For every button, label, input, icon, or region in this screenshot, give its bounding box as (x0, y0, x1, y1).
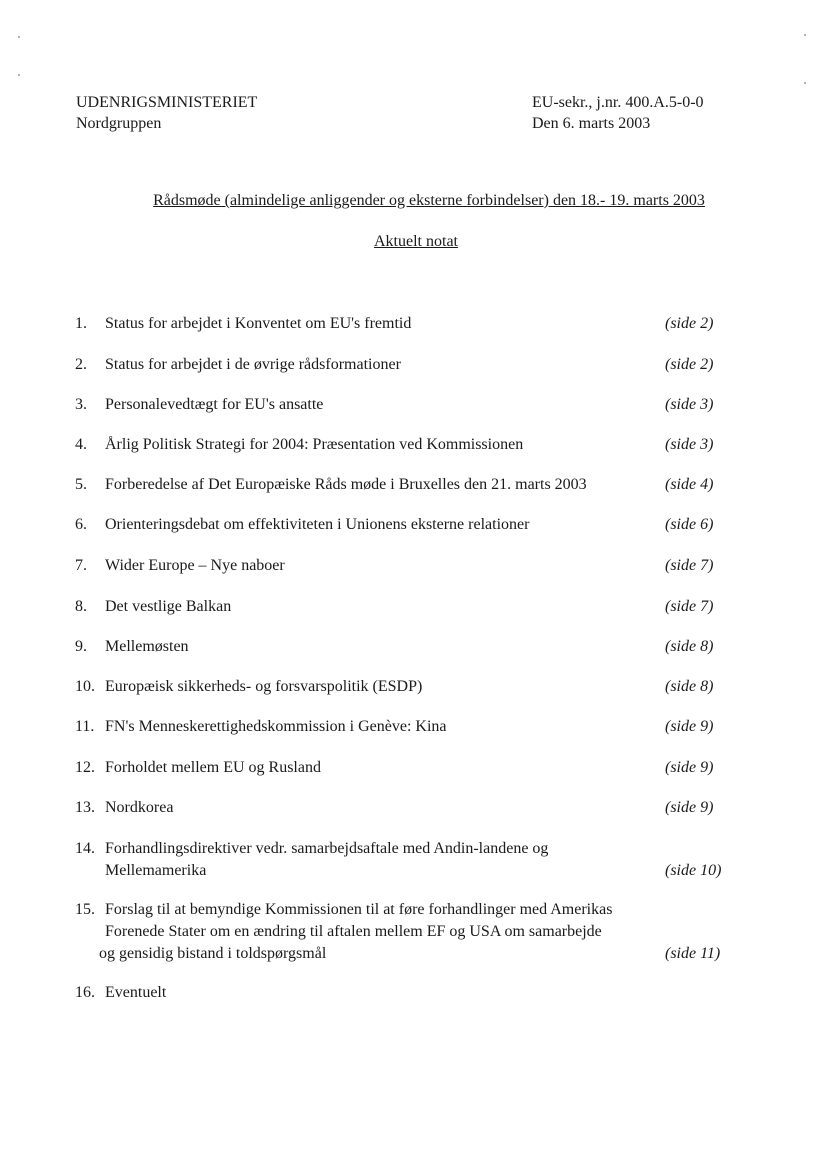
agenda-item-line: Eventuelt (105, 984, 167, 1001)
agenda-item-number: 3. (75, 396, 87, 413)
document-subtitle: Aktuelt notat (374, 233, 458, 250)
agenda-item-line: Mellemamerika (105, 862, 207, 879)
agenda-item-page-ref: (side 10) (665, 862, 722, 879)
agenda-item-number: 1. (75, 315, 87, 332)
agenda-item-text (105, 313, 665, 335)
agenda-item-line: Personalevedtægt for EU's ansatte (105, 396, 324, 413)
agenda-item-text (105, 797, 665, 819)
agenda-item-page-ref: (side 7) (665, 557, 714, 574)
agenda-item-line: Status for arbejdet i Konventet om EU's fremtid (105, 315, 412, 332)
agenda-item-number: 10. (75, 678, 95, 695)
agenda-item-number: 9. (75, 638, 87, 655)
agenda-item-number: 7. (75, 557, 87, 574)
agenda-item-line: Nordkorea (105, 799, 174, 816)
agenda-item-page-ref: (side 9) (665, 759, 714, 776)
agenda-item-text (105, 474, 665, 496)
agenda-item-number: 8. (75, 598, 87, 615)
ministry-header (76, 92, 257, 134)
department-name: Nordgruppen (76, 115, 162, 132)
agenda-item-line: Forslag til at bemyndige Kommissionen til at føre forhandlinger med Amerikas (105, 901, 613, 918)
agenda-item-number: 5. (75, 476, 87, 493)
agenda-item-text (105, 596, 665, 618)
agenda-item-line: Forholdet mellem EU og Rusland (105, 759, 321, 776)
agenda-item-text (105, 555, 665, 577)
agenda-item-text (105, 676, 665, 698)
agenda-item-line: og gensidig bistand i toldspørgsmål (99, 945, 327, 962)
agenda-item-text (105, 757, 665, 779)
agenda-item-number: 6. (75, 516, 87, 533)
agenda-item-text (105, 434, 665, 456)
agenda-item-page-ref: (side 2) (665, 356, 714, 373)
agenda-item-line: Mellemøsten (105, 638, 189, 655)
agenda-item-number: 15. (75, 901, 95, 918)
agenda-item-line: Wider Europe – Nye naboer (105, 557, 285, 574)
agenda-item-page-ref: (side 8) (665, 678, 714, 695)
agenda-item-page-ref: (side 8) (665, 638, 714, 655)
agenda-item-number: 12. (75, 759, 95, 776)
agenda-item-line: Forenede Stater om en ændring til aftalen mellem EF og USA om samarbejde (105, 923, 602, 940)
agenda-item-page-ref: (side 7) (665, 598, 714, 615)
agenda-item-text (105, 394, 665, 416)
agenda-item-page-ref: (side 9) (665, 718, 714, 735)
agenda-item-line: Årlig Politisk Strategi for 2004: Præsentation ved Kommissionen (105, 436, 524, 453)
agenda-item-page-ref: (side 9) (665, 799, 714, 816)
agenda-item-text (105, 982, 665, 1004)
agenda-item-number: 4. (75, 436, 87, 453)
scan-speck (804, 34, 806, 36)
agenda-item-line: Status for arbejdet i de øvrige rådsformationer (105, 356, 401, 373)
agenda-item-text (105, 514, 665, 536)
scan-speck (804, 82, 806, 84)
agenda-item-page-ref: (side 4) (665, 476, 714, 493)
agenda-item-number: 16. (75, 984, 95, 1001)
agenda-item-number: 2. (75, 356, 87, 373)
agenda-item-page-ref: (side 3) (665, 436, 714, 453)
agenda-item-text (105, 838, 665, 882)
reference-header (532, 92, 704, 134)
ministry-name: UDENRIGSMINISTERIET (76, 94, 258, 111)
agenda-item-text (99, 899, 665, 965)
agenda-item-page-ref: (side 6) (665, 516, 714, 533)
agenda-item-page-ref: (side 2) (665, 315, 714, 332)
agenda-item-page-ref: (side 3) (665, 396, 714, 413)
agenda-item-line: Forhandlingsdirektiver vedr. samarbejdsaftale med Andin-landene og (105, 840, 549, 857)
agenda-item-line: Det vestlige Balkan (105, 598, 232, 615)
agenda-item-line: Orienteringsdebat om effektiviteten i Unionens eksterne relationer (105, 516, 530, 533)
journal-number: EU-sekr., j.nr. 400.A.5-0-0 (532, 94, 704, 111)
agenda-item-text (105, 716, 665, 738)
scan-speck (18, 36, 20, 38)
document-date: Den 6. marts 2003 (532, 115, 651, 132)
agenda-item-number: 14. (75, 840, 95, 857)
agenda-item-line: Europæisk sikkerheds- og forsvarspolitik (ESDP) (105, 678, 423, 695)
scan-speck (18, 74, 20, 76)
agenda-item-page-ref: (side 11) (665, 945, 721, 962)
agenda-item-text (105, 636, 665, 658)
agenda-item-line: Forberedelse af Det Europæiske Råds møde i Bruxelles den 21. marts 2003 (105, 476, 587, 493)
document-title: Rådsmøde (almindelige anliggender og eksterne forbindelser) den 18.- 19. marts 2003 (153, 192, 705, 209)
agenda-item-number: 13. (75, 799, 95, 816)
agenda-item-line: FN's Menneskerettighedskommission i Genève: Kina (105, 718, 447, 735)
agenda-item-number: 11. (75, 718, 95, 735)
agenda-item-text (105, 354, 665, 376)
